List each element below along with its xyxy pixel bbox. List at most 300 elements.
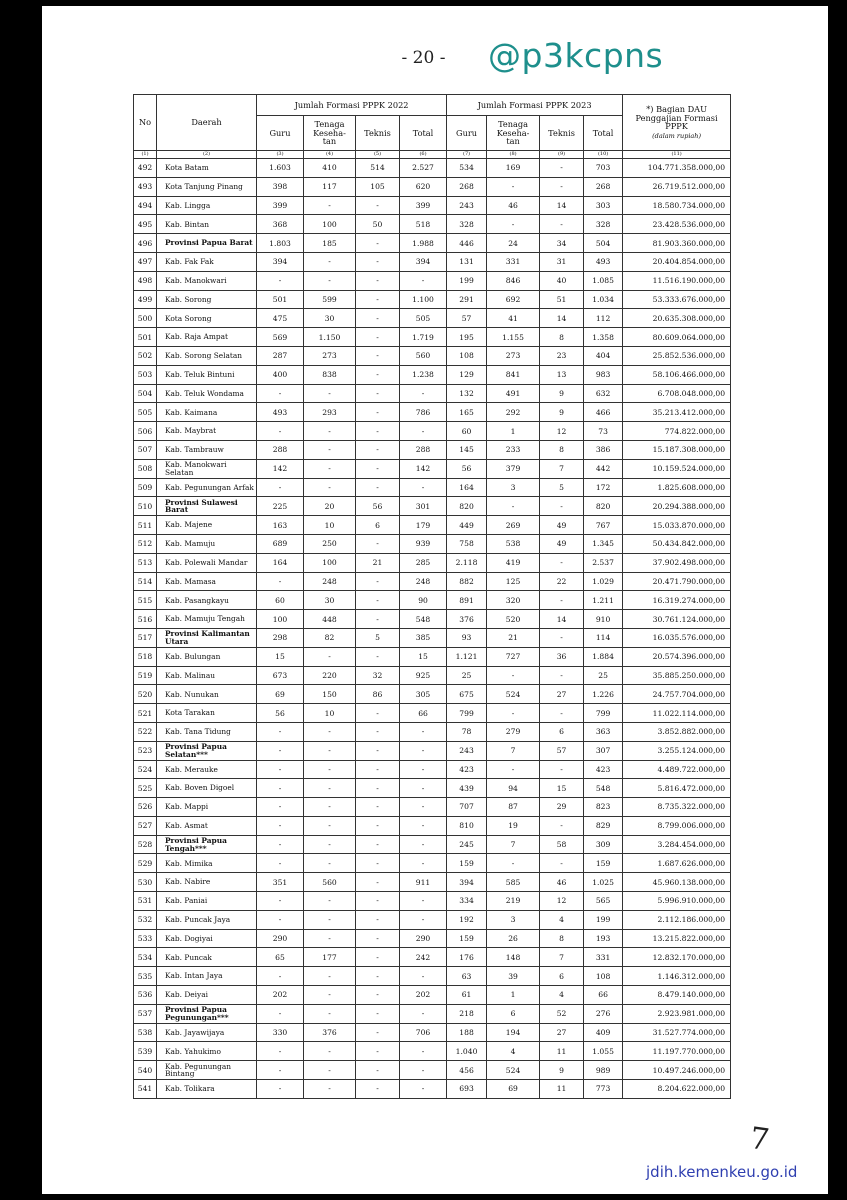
row-no: 519	[134, 666, 157, 685]
tenaga-kesehatan-2022: -	[304, 835, 356, 854]
teknis-2022: -	[356, 234, 400, 253]
header-guru-2022: Guru	[257, 116, 304, 151]
column-number: (9)	[540, 151, 584, 159]
table-row	[134, 892, 731, 911]
row-no: 540	[134, 1061, 157, 1080]
guru-2022: 689	[257, 534, 304, 553]
total-2022: -	[400, 1004, 447, 1023]
tenaga-kesehatan-2022: -	[304, 798, 356, 817]
guru-2022: -	[257, 967, 304, 986]
table-row	[134, 704, 731, 723]
table-row	[134, 440, 731, 459]
guru-2023: 60	[447, 422, 487, 441]
column-number: (11)	[623, 151, 731, 159]
teknis-2022: -	[356, 252, 400, 271]
tenaga-kesehatan-2023: -	[487, 215, 540, 234]
teknis-2023: 22	[540, 572, 584, 591]
teknis-2022: -	[356, 1061, 400, 1080]
table-row	[134, 478, 731, 497]
guru-2023: 63	[447, 967, 487, 986]
teknis-2023: -	[540, 591, 584, 610]
teknis-2022: -	[356, 741, 400, 760]
table-row	[134, 798, 731, 817]
total-2022: 290	[400, 929, 447, 948]
table-row	[134, 967, 731, 986]
table-row	[134, 384, 731, 403]
tenaga-kesehatan-2023: 26	[487, 929, 540, 948]
tenaga-kesehatan-2022: 185	[304, 234, 356, 253]
row-daerah: Kab. Nabire	[157, 873, 257, 892]
tenaga-kesehatan-2023: 491	[487, 384, 540, 403]
guru-2023: 243	[447, 196, 487, 215]
total-2023: 548	[584, 779, 623, 798]
column-number: (4)	[304, 151, 356, 159]
tenaga-kesehatan-2023: 219	[487, 892, 540, 911]
tenaga-kesehatan-2022: -	[304, 722, 356, 741]
teknis-2022: -	[356, 534, 400, 553]
table-row	[134, 497, 731, 516]
teknis-2022: -	[356, 384, 400, 403]
tenaga-kesehatan-2023: 524	[487, 685, 540, 704]
dau-amount: 16.035.576.000,00	[623, 628, 731, 647]
tenaga-kesehatan-2023: 279	[487, 722, 540, 741]
table-row	[134, 215, 731, 234]
dau-amount: 15.187.308.000,00	[623, 440, 731, 459]
tenaga-kesehatan-2022: -	[304, 892, 356, 911]
guru-2023: 882	[447, 572, 487, 591]
header-no: No	[134, 95, 157, 151]
dau-amount: 8.479.140.000,00	[623, 986, 731, 1005]
teknis-2023: 9	[540, 384, 584, 403]
tenaga-kesehatan-2022: 293	[304, 403, 356, 422]
tenaga-kesehatan-2022: -	[304, 779, 356, 798]
guru-2022: -	[257, 422, 304, 441]
tenaga-kesehatan-2022: 220	[304, 666, 356, 685]
tenaga-kesehatan-2022: -	[304, 741, 356, 760]
guru-2023: 176	[447, 948, 487, 967]
total-2022: -	[400, 854, 447, 873]
total-2022: 90	[400, 591, 447, 610]
guru-2023: 799	[447, 704, 487, 723]
guru-2023: 159	[447, 929, 487, 948]
guru-2022: 65	[257, 948, 304, 967]
total-2022: 385	[400, 628, 447, 647]
total-2023: 1.055	[584, 1042, 623, 1061]
header-total-2022: Total	[400, 116, 447, 151]
row-no: 498	[134, 271, 157, 290]
table-row	[134, 271, 731, 290]
guru-2022: 288	[257, 440, 304, 459]
tenaga-kesehatan-2022: -	[304, 252, 356, 271]
header-tenaga-2022: Tenaga Keseha- tan	[304, 116, 356, 151]
teknis-2022: -	[356, 722, 400, 741]
total-2023: 442	[584, 459, 623, 478]
teknis-2022: -	[356, 929, 400, 948]
row-no: 512	[134, 534, 157, 553]
guru-2023: 693	[447, 1080, 487, 1099]
teknis-2023: -	[540, 159, 584, 178]
tenaga-kesehatan-2023: 1	[487, 986, 540, 1005]
table-row	[134, 1023, 731, 1042]
teknis-2023: 8	[540, 328, 584, 347]
row-daerah: Kab. Mamuju	[157, 534, 257, 553]
teknis-2023: 15	[540, 779, 584, 798]
teknis-2023: 52	[540, 1004, 584, 1023]
guru-2022: -	[257, 478, 304, 497]
tenaga-kesehatan-2023: 692	[487, 290, 540, 309]
teknis-2022: -	[356, 647, 400, 666]
dau-amount: 11.197.770.000,00	[623, 1042, 731, 1061]
table-row	[134, 459, 731, 478]
row-no: 541	[134, 1080, 157, 1099]
teknis-2023: 11	[540, 1080, 584, 1099]
table-row	[134, 516, 731, 535]
teknis-2023: 9	[540, 1061, 584, 1080]
teknis-2023: 9	[540, 403, 584, 422]
tenaga-kesehatan-2023: 7	[487, 741, 540, 760]
table-row	[134, 252, 731, 271]
row-no: 509	[134, 478, 157, 497]
guru-2023: 93	[447, 628, 487, 647]
tenaga-kesehatan-2022: -	[304, 440, 356, 459]
guru-2023: 129	[447, 365, 487, 384]
tenaga-kesehatan-2022: -	[304, 1004, 356, 1023]
guru-2023: 245	[447, 835, 487, 854]
total-2022: 2.527	[400, 159, 447, 178]
tenaga-kesehatan-2023: 273	[487, 346, 540, 365]
row-daerah: Kab. Paniai	[157, 892, 257, 911]
row-daerah: Kab. Sorong Selatan	[157, 346, 257, 365]
guru-2023: 707	[447, 798, 487, 817]
teknis-2023: -	[540, 854, 584, 873]
teknis-2023: 31	[540, 252, 584, 271]
teknis-2023: -	[540, 760, 584, 779]
teknis-2023: 4	[540, 910, 584, 929]
total-2022: 179	[400, 516, 447, 535]
tenaga-kesehatan-2023: 24	[487, 234, 540, 253]
header-dau-unit: (dalam rupiah)	[652, 132, 702, 140]
total-2022: -	[400, 1042, 447, 1061]
guru-2023: 132	[447, 384, 487, 403]
guru-2023: 534	[447, 159, 487, 178]
tenaga-kesehatan-2022: -	[304, 384, 356, 403]
dau-amount: 8.204.622.000,00	[623, 1080, 731, 1099]
guru-2022: -	[257, 760, 304, 779]
column-number: (8)	[487, 151, 540, 159]
teknis-2022: -	[356, 986, 400, 1005]
tenaga-kesehatan-2022: -	[304, 854, 356, 873]
guru-2022: -	[257, 1042, 304, 1061]
total-2022: 399	[400, 196, 447, 215]
teknis-2022: -	[356, 967, 400, 986]
footer-url[interactable]: jdih.kemenkeu.go.id	[646, 1163, 798, 1181]
tenaga-kesehatan-2023: 520	[487, 610, 540, 629]
teknis-2023: 14	[540, 309, 584, 328]
row-daerah: Kab. Nunukan	[157, 685, 257, 704]
row-no: 510	[134, 497, 157, 516]
total-2022: -	[400, 271, 447, 290]
row-daerah: Provinsi Kalimantan Utara	[157, 628, 257, 647]
row-daerah: Kab. Manokwari	[157, 271, 257, 290]
guru-2022: 225	[257, 497, 304, 516]
table-row	[134, 328, 731, 347]
tenaga-kesehatan-2023: 419	[487, 553, 540, 572]
total-2023: 829	[584, 816, 623, 835]
guru-2023: 449	[447, 516, 487, 535]
guru-2023: 57	[447, 309, 487, 328]
total-2022: 1.988	[400, 234, 447, 253]
total-2022: 1.719	[400, 328, 447, 347]
row-no: 530	[134, 873, 157, 892]
guru-2023: 446	[447, 234, 487, 253]
teknis-2022: -	[356, 328, 400, 347]
teknis-2022: -	[356, 610, 400, 629]
table-row	[134, 1061, 731, 1080]
tenaga-kesehatan-2022: 177	[304, 948, 356, 967]
teknis-2022: 86	[356, 685, 400, 704]
tenaga-kesehatan-2022: 410	[304, 159, 356, 178]
dau-amount: 45.960.138.000,00	[623, 873, 731, 892]
teknis-2023: 6	[540, 722, 584, 741]
tenaga-kesehatan-2022: -	[304, 196, 356, 215]
dau-amount: 81.903.360.000,00	[623, 234, 731, 253]
teknis-2022: -	[356, 440, 400, 459]
dau-amount: 1.825.608.000,00	[623, 478, 731, 497]
teknis-2022: 6	[356, 516, 400, 535]
total-2023: 1.345	[584, 534, 623, 553]
total-2023: 363	[584, 722, 623, 741]
tenaga-kesehatan-2022: 150	[304, 685, 356, 704]
teknis-2022: -	[356, 422, 400, 441]
header-total-2023: Total	[584, 116, 623, 151]
tenaga-kesehatan-2023: 1	[487, 422, 540, 441]
table-row	[134, 948, 731, 967]
dau-amount: 35.213.412.000,00	[623, 403, 731, 422]
dau-amount: 31.527.774.000,00	[623, 1023, 731, 1042]
tenaga-kesehatan-2023: 94	[487, 779, 540, 798]
signature-initial: 7	[747, 1120, 772, 1159]
total-2022: 786	[400, 403, 447, 422]
guru-2023: 188	[447, 1023, 487, 1042]
column-number: (5)	[356, 151, 400, 159]
tenaga-kesehatan-2023: 585	[487, 873, 540, 892]
guru-2023: 291	[447, 290, 487, 309]
total-2022: 285	[400, 553, 447, 572]
header-daerah: Daerah	[157, 95, 257, 151]
row-daerah: Kab. Intan Jaya	[157, 967, 257, 986]
row-no: 536	[134, 986, 157, 1005]
guru-2022: 673	[257, 666, 304, 685]
guru-2022: 398	[257, 177, 304, 196]
row-daerah: Kab. Mamuju Tengah	[157, 610, 257, 629]
total-2023: 112	[584, 309, 623, 328]
guru-2022: -	[257, 572, 304, 591]
row-daerah: Kab. Mimika	[157, 854, 257, 873]
guru-2022: -	[257, 1004, 304, 1023]
teknis-2022: -	[356, 816, 400, 835]
row-no: 531	[134, 892, 157, 911]
total-2023: 820	[584, 497, 623, 516]
guru-2023: 145	[447, 440, 487, 459]
total-2022: -	[400, 1061, 447, 1080]
row-no: 532	[134, 910, 157, 929]
table-row	[134, 854, 731, 873]
dau-amount: 774.822.000,00	[623, 422, 731, 441]
header-dau	[623, 95, 731, 151]
tenaga-kesehatan-2022: 376	[304, 1023, 356, 1042]
dau-amount: 80.609.064.000,00	[623, 328, 731, 347]
guru-2022: 1.803	[257, 234, 304, 253]
column-number: (10)	[584, 151, 623, 159]
teknis-2023: -	[540, 704, 584, 723]
total-2022: 925	[400, 666, 447, 685]
dau-amount: 50.434.842.000,00	[623, 534, 731, 553]
total-2023: 328	[584, 215, 623, 234]
total-2022: 560	[400, 346, 447, 365]
teknis-2023: -	[540, 177, 584, 196]
row-no: 515	[134, 591, 157, 610]
guru-2022: -	[257, 1080, 304, 1099]
tenaga-kesehatan-2023: 292	[487, 403, 540, 422]
teknis-2023: 5	[540, 478, 584, 497]
right-edge-bar	[828, 0, 847, 1200]
teknis-2022: -	[356, 196, 400, 215]
total-2023: 1.029	[584, 572, 623, 591]
dau-amount: 30.761.124.000,00	[623, 610, 731, 629]
table-row	[134, 234, 731, 253]
dau-amount: 11.516.190.000,00	[623, 271, 731, 290]
row-daerah: Kab. Pasangkayu	[157, 591, 257, 610]
row-no: 533	[134, 929, 157, 948]
dau-amount: 104.771.358.000,00	[623, 159, 731, 178]
total-2023: 1.034	[584, 290, 623, 309]
guru-2023: 131	[447, 252, 487, 271]
teknis-2022: 105	[356, 177, 400, 196]
row-no: 523	[134, 741, 157, 760]
teknis-2022: -	[356, 1023, 400, 1042]
guru-2023: 758	[447, 534, 487, 553]
row-daerah: Kota Batam	[157, 159, 257, 178]
table-row	[134, 422, 731, 441]
tenaga-kesehatan-2022: 10	[304, 516, 356, 535]
total-2023: 773	[584, 1080, 623, 1099]
tenaga-kesehatan-2022: -	[304, 1080, 356, 1099]
total-2022: 706	[400, 1023, 447, 1042]
guru-2023: 165	[447, 403, 487, 422]
total-2022: -	[400, 722, 447, 741]
guru-2023: 891	[447, 591, 487, 610]
guru-2022: 399	[257, 196, 304, 215]
teknis-2023: 49	[540, 534, 584, 553]
tenaga-kesehatan-2023: 3	[487, 478, 540, 497]
guru-2022: 493	[257, 403, 304, 422]
row-daerah: Kab. Sorong	[157, 290, 257, 309]
teknis-2023: 12	[540, 892, 584, 911]
row-no: 505	[134, 403, 157, 422]
teknis-2023: 11	[540, 1042, 584, 1061]
row-daerah: Kota Tarakan	[157, 704, 257, 723]
dau-amount: 1.687.626.000,00	[623, 854, 731, 873]
guru-2022: 142	[257, 459, 304, 478]
row-daerah: Kab. Tana Tidung	[157, 722, 257, 741]
guru-2023: 195	[447, 328, 487, 347]
tenaga-kesehatan-2022: 30	[304, 591, 356, 610]
total-2022: 305	[400, 685, 447, 704]
table-row	[134, 929, 731, 948]
guru-2022: -	[257, 741, 304, 760]
teknis-2023: 12	[540, 422, 584, 441]
tenaga-kesehatan-2022: 273	[304, 346, 356, 365]
total-2022: 301	[400, 497, 447, 516]
teknis-2023: -	[540, 816, 584, 835]
row-daerah: Kab. Puncak Jaya	[157, 910, 257, 929]
total-2023: 989	[584, 1061, 623, 1080]
tenaga-kesehatan-2022: 82	[304, 628, 356, 647]
total-2022: -	[400, 741, 447, 760]
row-daerah: Kab. Yahukimo	[157, 1042, 257, 1061]
guru-2022: -	[257, 798, 304, 817]
total-2023: 910	[584, 610, 623, 629]
teknis-2022: -	[356, 271, 400, 290]
guru-2022: 400	[257, 365, 304, 384]
table-body	[134, 159, 731, 1099]
tenaga-kesehatan-2022: -	[304, 967, 356, 986]
total-2022: -	[400, 816, 447, 835]
teknis-2023: 8	[540, 440, 584, 459]
tenaga-kesehatan-2023: 331	[487, 252, 540, 271]
total-2022: -	[400, 478, 447, 497]
total-2022: 1.100	[400, 290, 447, 309]
pppk-formation-table	[133, 94, 731, 1099]
total-2023: 108	[584, 967, 623, 986]
total-2023: 1.358	[584, 328, 623, 347]
row-no: 493	[134, 177, 157, 196]
tenaga-kesehatan-2022: -	[304, 986, 356, 1005]
row-daerah: Kab. Pegunungan Arfak	[157, 478, 257, 497]
dau-amount: 4.489.722.000,00	[623, 760, 731, 779]
guru-2022: -	[257, 271, 304, 290]
teknis-2023: 29	[540, 798, 584, 817]
tenaga-kesehatan-2022: -	[304, 760, 356, 779]
dau-amount: 20.574.396.000,00	[623, 647, 731, 666]
tenaga-kesehatan-2023: 169	[487, 159, 540, 178]
dau-amount: 24.757.704.000,00	[623, 685, 731, 704]
teknis-2022: 50	[356, 215, 400, 234]
total-2023: 423	[584, 760, 623, 779]
row-no: 520	[134, 685, 157, 704]
dau-amount: 6.708.048.000,00	[623, 384, 731, 403]
guru-2022: 287	[257, 346, 304, 365]
row-daerah: Kab. Teluk Bintuni	[157, 365, 257, 384]
header-group-2022: Jumlah Formasi PPPK 2022	[257, 95, 447, 116]
row-no: 494	[134, 196, 157, 215]
row-daerah: Kab. Bintan	[157, 215, 257, 234]
tenaga-kesehatan-2022: -	[304, 929, 356, 948]
column-number: (2)	[157, 151, 257, 159]
guru-2022: 15	[257, 647, 304, 666]
tenaga-kesehatan-2022: -	[304, 1061, 356, 1080]
row-daerah: Kab. Tolikara	[157, 1080, 257, 1099]
row-no: 497	[134, 252, 157, 271]
guru-2023: 328	[447, 215, 487, 234]
guru-2022: 475	[257, 309, 304, 328]
table-row	[134, 628, 731, 647]
teknis-2022: -	[356, 591, 400, 610]
tenaga-kesehatan-2023: 4	[487, 1042, 540, 1061]
guru-2023: 78	[447, 722, 487, 741]
total-2022: -	[400, 798, 447, 817]
total-2023: 307	[584, 741, 623, 760]
